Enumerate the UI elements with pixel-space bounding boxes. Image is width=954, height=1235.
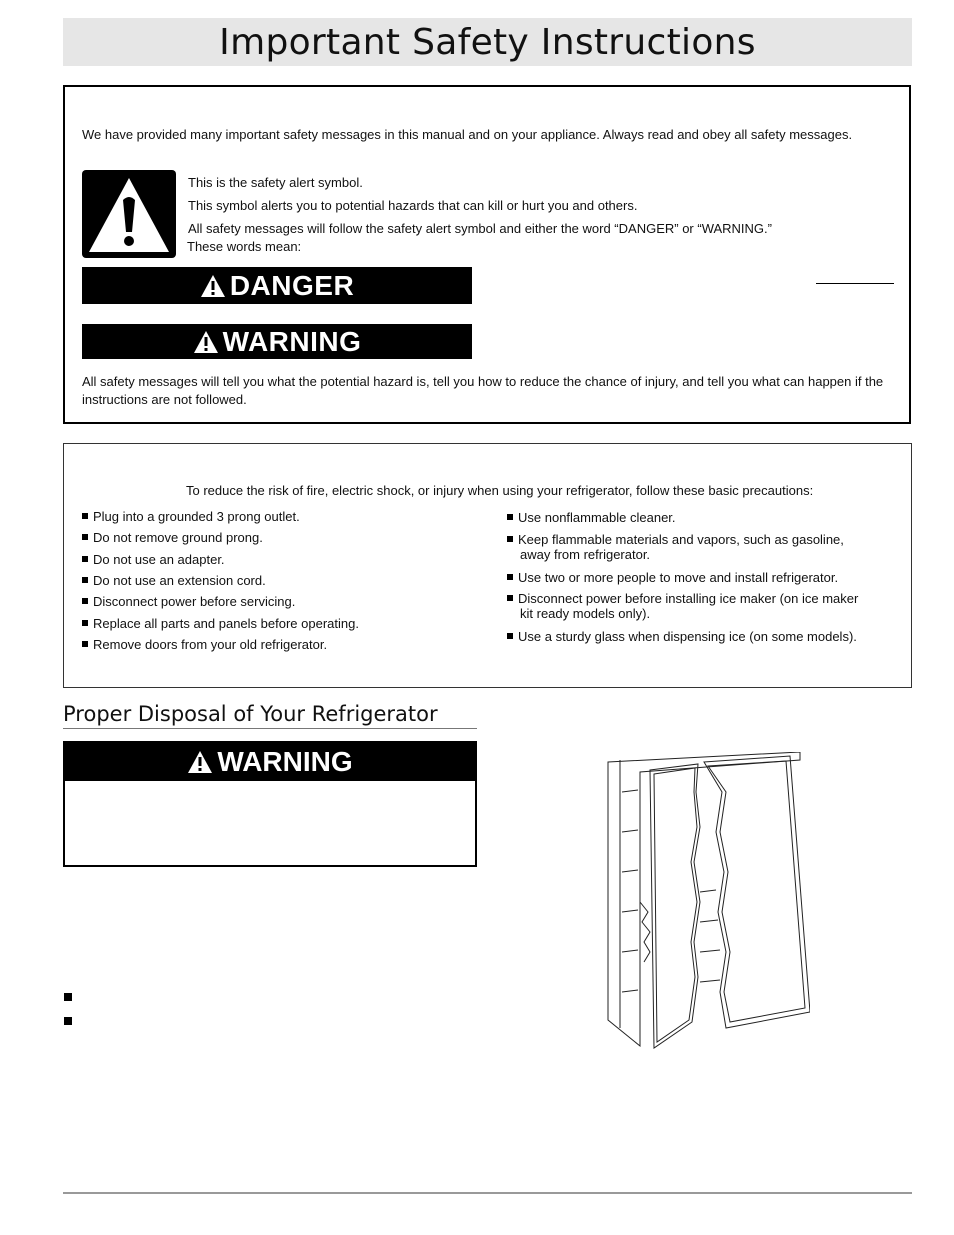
warning-triangle-icon: [193, 330, 219, 354]
alert-line-3: All safety messages will follow the safety alert symbol and either the word “DANGER” or “WARNING.”: [188, 221, 772, 236]
list-item: Do not remove ground prong.: [82, 530, 263, 545]
alert-line-1: This is the safety alert symbol.: [188, 175, 363, 190]
list-item: Replace all parts and panels before operating.: [82, 616, 359, 631]
list-item: Do not use an extension cord.: [82, 573, 266, 588]
safety-outro-text: All safety messages will tell you what the potential hazard is, tell you how to reduce the chance of injury, and tell you what can happen if the instructions are not followed.: [82, 374, 884, 407]
disposal-warning-banner: [65, 743, 475, 781]
list-item: Use two or more people to move and install refrigerator.: [507, 570, 838, 585]
alert-line-4: These words mean:: [187, 239, 302, 254]
bullet-square: [64, 1017, 72, 1025]
list-item: Disconnect power before servicing.: [82, 594, 295, 609]
footer-rule: [63, 1192, 912, 1194]
side-by-side-refrigerator-illustration: [600, 752, 810, 1052]
alert-line-2: This symbol alerts you to potential hazards that can kill or hurt you and others.: [188, 198, 638, 213]
disposal-warning-box: [63, 741, 477, 867]
list-item: Remove doors from your old refrigerator.: [82, 637, 327, 652]
list-item: Use nonflammable cleaner.: [507, 510, 676, 525]
title-bar: [63, 18, 912, 66]
section-heading: Proper Disposal of Your Refrigerator: [63, 700, 477, 729]
divider-rule: [816, 283, 894, 284]
warning-triangle-icon: [200, 274, 226, 298]
warning-banner: [82, 324, 472, 359]
bullet-square: [64, 993, 72, 1001]
list-item: Plug into a grounded 3 prong outlet.: [82, 509, 300, 524]
list-item: Keep flammable materials and vapors, such as gasoline, away from refrigerator.: [507, 532, 844, 562]
precautions-lead: To reduce the risk of fire, electric shock, or injury when using your refrigerator, follow these basic precautions:: [186, 483, 814, 498]
danger-label: DANGER: [229, 269, 355, 301]
list-item: Use a sturdy glass when dispensing ice (on some models).: [507, 629, 857, 644]
exclamation-triangle-icon: [82, 170, 176, 258]
page-title: Important Safety Instructions: [219, 21, 756, 63]
list-item: Do not use an adapter.: [82, 552, 225, 567]
safety-intro-text: We have provided many important safety messages in this manual and on your appliance. Always read and obey all safety messages.: [82, 127, 853, 142]
danger-banner: [82, 267, 472, 304]
disposal-warning-label: WARNING: [217, 746, 353, 777]
warning-triangle-icon: [187, 750, 213, 774]
warning-label: WARNING: [222, 325, 362, 357]
list-item: Disconnect power before installing ice maker (on ice maker kit ready models only).: [507, 591, 858, 621]
